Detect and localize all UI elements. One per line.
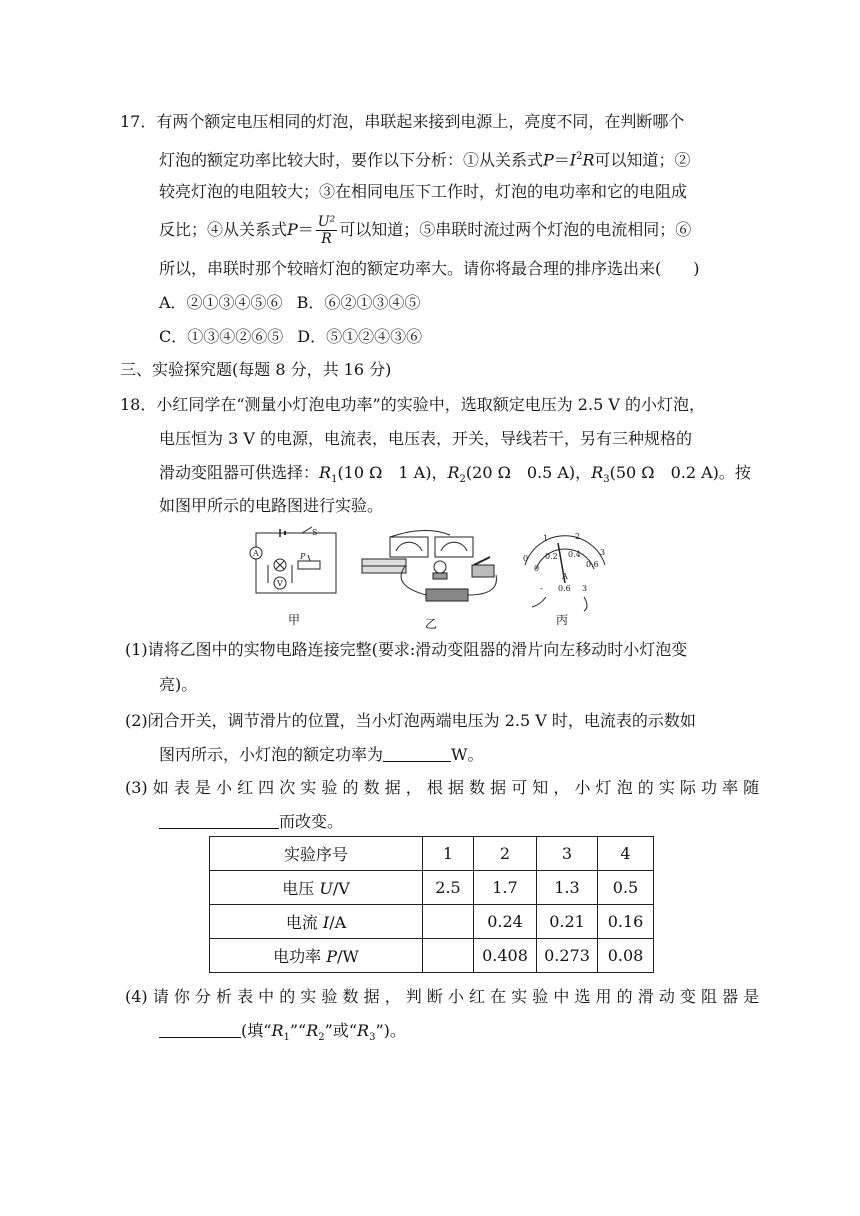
option-b: B．⑥②①③④⑤: [296, 293, 421, 312]
table-cell: 0.273: [537, 939, 598, 973]
answer-blank-power[interactable]: [383, 745, 451, 762]
meter-labels: [523, 532, 605, 593]
q17-line-2-end: 可以知道；②: [594, 150, 691, 170]
quote-sep: ”“: [289, 1021, 307, 1040]
q18-part-4: (4) 请 你 分 析 表 中 的 实 验 数 据 ， 判 断 小 红 在 实 验 中 选 用 的 滑 动 变 阻 器 是: [125, 987, 760, 1006]
table-cell: 0.08: [598, 939, 654, 973]
data-table: [209, 836, 654, 973]
q18-line-4: 如图甲所示的电路图进行实验。: [159, 496, 384, 515]
table-cell: [423, 905, 474, 939]
voltmeter-device: [435, 537, 473, 557]
circuit-diagram-jia: [250, 527, 336, 593]
table-row: [210, 871, 654, 905]
meter-sub-tick-label: 0.4: [568, 550, 581, 559]
q18-line-2: 电压恒为 3 V 的电源，电流表，电压表，开关，导线若干，另有三种规格的: [159, 429, 692, 448]
subscript-3: 3: [603, 474, 610, 486]
var-r: R: [306, 1021, 319, 1040]
fraction-denominator: R: [321, 231, 332, 247]
q17-line-3: 较亮灯泡的电阻较大；③在相同电压下工作时，灯泡的电功率和它的电阻成: [159, 182, 688, 201]
battery-box: [426, 589, 468, 601]
subscript-1: 1: [331, 474, 338, 486]
meter-terminal: 0.6: [558, 584, 571, 593]
table-header-cell: 1: [423, 837, 474, 871]
switch-lever: [474, 557, 490, 565]
q17-line-5: 所以，串联时那个较暗灯泡的额定功率大。请你将最合理的排序选出来( ): [159, 259, 700, 278]
q18-part-1: (1)请将乙图中的实物电路连接完整(要求:滑动变阻器的滑片向左移动时小灯泡变: [125, 640, 688, 659]
table-header-cell: 2: [474, 837, 537, 871]
part-4-text: (填“: [241, 1021, 272, 1040]
section-heading: 三、实验探究题(每题 8 分，共 16 分): [120, 360, 392, 379]
wire-battery: [468, 575, 496, 595]
row-label-var: P: [326, 947, 337, 966]
var-r1: R: [319, 463, 332, 482]
q17-line-1: 17．有两个额定电压相同的灯泡，串联起来接到电源上，亮度不同，在判断哪个: [120, 112, 685, 131]
row-label-var: U: [319, 879, 333, 898]
var-p: P: [543, 150, 554, 170]
row-label-text: 电流: [285, 913, 323, 932]
table-cell: 2.5: [423, 871, 474, 905]
option-d: D．⑤①②④③⑥: [297, 327, 423, 346]
meter-tick-label: 2: [575, 532, 581, 541]
superscript-2: 2: [576, 151, 583, 162]
fraction-u2-over-r: [316, 214, 337, 247]
equals: ＝: [297, 220, 314, 239]
label-v: V: [277, 579, 283, 588]
q17-options-ab: [159, 293, 420, 313]
row-label-var: I: [322, 913, 330, 932]
caption-jia: 甲: [288, 613, 301, 627]
q18-part-3: (3) 如 表 是 小 红 四 次 实 验 的 数 据 ， 根 据 数 据 可 知 ， 小 灯 泡 的 实 际 功 率 随: [125, 778, 760, 797]
label-p: P: [300, 552, 306, 561]
q17-line-2: [159, 147, 691, 170]
meter-tick-label: 0: [523, 554, 529, 563]
table-header-cell: 3: [537, 837, 598, 871]
table-row: [210, 939, 654, 973]
meter-terminal: 3: [582, 584, 588, 593]
wire-right: [584, 597, 587, 611]
label-a: A: [253, 549, 259, 558]
table-header-cell: 实验序号: [210, 837, 423, 871]
table-cell: 1.3: [537, 871, 598, 905]
row-label-text: 电压: [282, 879, 320, 898]
subscript-2: 2: [459, 474, 466, 486]
var-r: R: [357, 1021, 370, 1040]
row-label-text: 电功率: [273, 947, 327, 966]
fraction-numerator: U²: [317, 214, 336, 230]
q18-part-2-cont: [159, 745, 483, 765]
q18-part-4-cont: [159, 1021, 406, 1048]
switch-blade: [302, 527, 312, 533]
lamp-bulb: [434, 561, 446, 573]
table-header-cell: 4: [598, 837, 654, 871]
q18-part-3-cont: [159, 812, 343, 832]
q18-line-1: 18．小红同学在“测量小灯泡电功率”的实验中，选取额定电压为 2.5 V 的小灯泡，: [120, 395, 705, 414]
quote-end: ”)。: [375, 1021, 406, 1040]
var-r2: R: [447, 463, 460, 482]
switch-device: [472, 565, 494, 577]
caption-yi: 乙: [425, 617, 438, 631]
subscript-3: 3: [369, 1032, 376, 1044]
table-cell: 1.7: [474, 871, 537, 905]
row-label-unit: /W: [337, 947, 359, 966]
var-i: I: [569, 150, 577, 170]
apparatus-yi: [362, 530, 496, 601]
label-s: S: [312, 528, 318, 537]
table-cell: 0.5: [598, 871, 654, 905]
meter-tick-label: 3: [600, 548, 606, 557]
q17-line-4-end: 可以知道；⑤串联时流过两个灯泡的电流相同；⑥: [339, 220, 692, 239]
caption-bing: 丙: [556, 613, 569, 627]
rheostat-slider: [308, 555, 310, 561]
table-cell: 0.21: [537, 905, 598, 939]
lamp-base: [433, 573, 447, 579]
table-cell: 0.24: [474, 905, 537, 939]
q18-part-1-cont: 亮)。: [159, 675, 198, 694]
meter-sub-tick-label: 0: [534, 564, 540, 573]
var-r: R: [271, 1021, 284, 1040]
r1-spec: (10 Ω 1 A)，: [337, 463, 448, 482]
q18-part-2: (2)闭合开关，调节滑片的位置，当小灯泡两端电压为 2.5 V 时，电流表的示数如: [125, 711, 696, 730]
experiment-figure: [240, 525, 620, 634]
meter-sub-tick-label: 0.6: [586, 560, 599, 569]
row-label: [210, 939, 423, 973]
subscript-1: 1: [283, 1032, 290, 1044]
row-label-unit: /A: [329, 913, 347, 932]
option-c: C．①③④②⑥⑤: [159, 327, 284, 346]
part-2-text: 图丙所示，小灯泡的额定功率为: [159, 745, 384, 764]
part-3-text: 而改变。: [279, 812, 344, 831]
quote-or: ”或“: [324, 1021, 358, 1040]
table-cell: 0.408: [474, 939, 537, 973]
table-cell: [423, 939, 474, 973]
q17-line-2-text: 灯泡的额定功率比较大时，要作以下分析：①从关系式: [159, 150, 544, 170]
meter-unit: A: [562, 572, 568, 581]
var-r: R: [582, 150, 595, 170]
q18-line-3: [159, 463, 751, 490]
meter-tick-label: 1: [543, 534, 549, 543]
option-a: A．②①③④⑤⑥: [159, 293, 283, 312]
equals: ＝: [553, 150, 570, 170]
row-label-unit: /V: [332, 879, 350, 898]
meter-terminal: -: [540, 584, 543, 593]
q17-line-4: [159, 210, 691, 250]
subscript-2: 2: [318, 1032, 325, 1044]
ammeter-device: [390, 537, 428, 557]
unit-w: W。: [451, 745, 484, 764]
answer-blank-change[interactable]: [159, 812, 279, 829]
q17-options-cd: [159, 327, 422, 347]
table-header-row: [210, 837, 654, 871]
row-label: [210, 871, 423, 905]
r3-spec: (50 Ω 0.2 A)。按: [609, 463, 751, 482]
var-p: P: [287, 220, 298, 239]
rheostat-symbol: [298, 561, 320, 569]
r2-spec: (20 Ω 0.5 A)，: [465, 463, 592, 482]
row-label: [210, 905, 423, 939]
wire-top: [390, 530, 450, 537]
answer-blank-rheostat[interactable]: [159, 1021, 241, 1038]
q17-line-4-text: 反比；④从关系式: [159, 220, 288, 239]
table-cell: 0.16: [598, 905, 654, 939]
wire-left: [532, 597, 546, 607]
table-row: [210, 905, 654, 939]
var-r3: R: [591, 463, 604, 482]
circuit-loop: [256, 533, 336, 593]
q18-line-3-text: 滑动变阻器可供选择：: [159, 463, 320, 482]
meter-sub-tick-label: 0.2: [545, 552, 558, 561]
